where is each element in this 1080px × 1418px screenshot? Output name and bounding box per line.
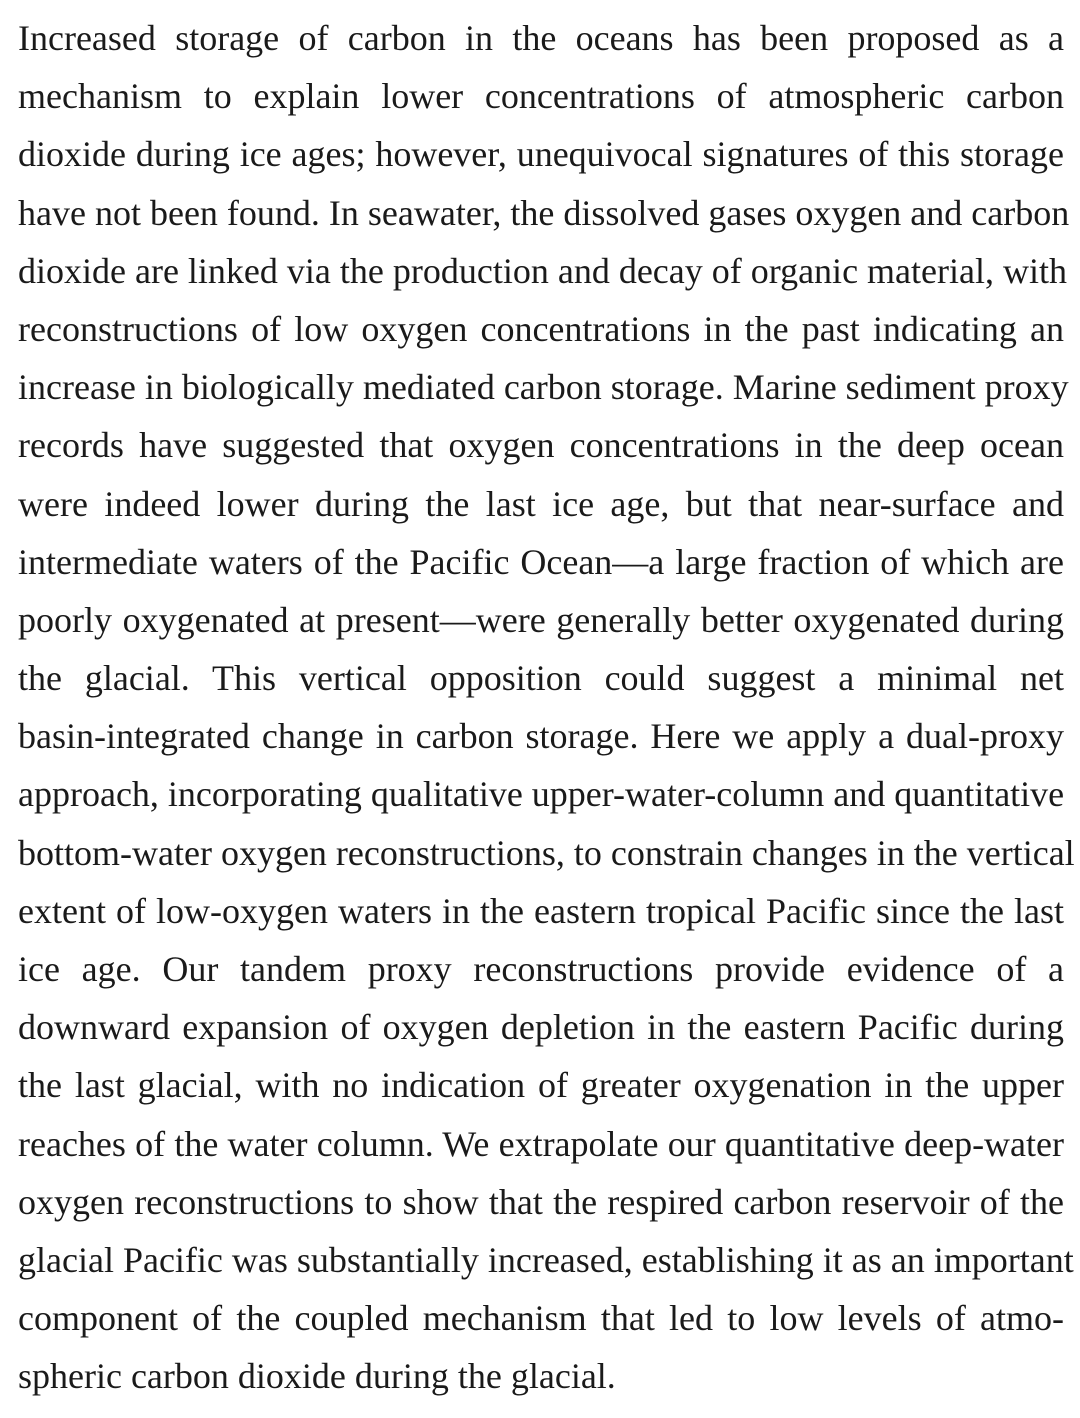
text-line: reconstructions of low oxygen concentrations in the past indicating an xyxy=(18,308,1064,349)
text-line: the last glacial, with no indication of greater oxygenation in the upper xyxy=(18,1065,1064,1106)
text-line: component of the coupled mechanism that led to low levels of atmo- xyxy=(18,1298,1064,1339)
text-line: basin-integrated change in carbon storage. Here we apply a dual-proxy xyxy=(18,716,1064,757)
text-line: records have suggested that oxygen concentrations in the deep ocean xyxy=(18,425,1064,466)
text-line: were indeed lower during the last ice age, but that near-surface and xyxy=(18,483,1064,524)
text-line: downward expansion of oxygen depletion in the eastern Pacific during xyxy=(18,1007,1064,1048)
text-line: reaches of the water column. We extrapolate our quantitative deep-water xyxy=(18,1123,1064,1164)
text-line: extent of low-oxygen waters in the eastern tropical Pacific since the last xyxy=(18,890,1064,931)
text-line: Increased storage of carbon in the oceans has been proposed as a xyxy=(18,18,1064,58)
text-line: the glacial. This vertical opposition could suggest a minimal net xyxy=(18,658,1064,699)
abstract-paragraph xyxy=(18,9,1075,1406)
text-line: glacial Pacific was substantially increased, establishing it as an important xyxy=(18,1239,1074,1280)
text-line: intermediate waters of the Pacific Ocean—a large fraction of which are xyxy=(18,541,1064,582)
text-line: increase in biologically mediated carbon storage. Marine sediment proxy xyxy=(18,367,1069,408)
text-line: spheric carbon dioxide during the glacial. xyxy=(18,1356,616,1397)
text-line: oxygen reconstructions to show that the respired carbon reservoir of the xyxy=(18,1181,1064,1222)
text-line: poorly oxygenated at present—were generally better oxygenated during xyxy=(18,599,1064,640)
text-line: ice age. Our tandem proxy reconstructions provide evidence of a xyxy=(18,949,1064,989)
text-line: dioxide during ice ages; however, unequivocal signatures of this storage xyxy=(18,134,1064,175)
text-line: dioxide are linked via the production and decay of organic material, with xyxy=(18,250,1067,291)
text-line: approach, incorporating qualitative upper-water-column and quantitative xyxy=(18,774,1065,815)
text-line: have not been found. In seawater, the dissolved gases oxygen and carbon xyxy=(18,192,1070,233)
text-line: bottom-water oxygen reconstructions, to constrain changes in the vertical xyxy=(18,832,1075,873)
text-line: mechanism to explain lower concentrations of atmospheric carbon xyxy=(18,76,1064,117)
